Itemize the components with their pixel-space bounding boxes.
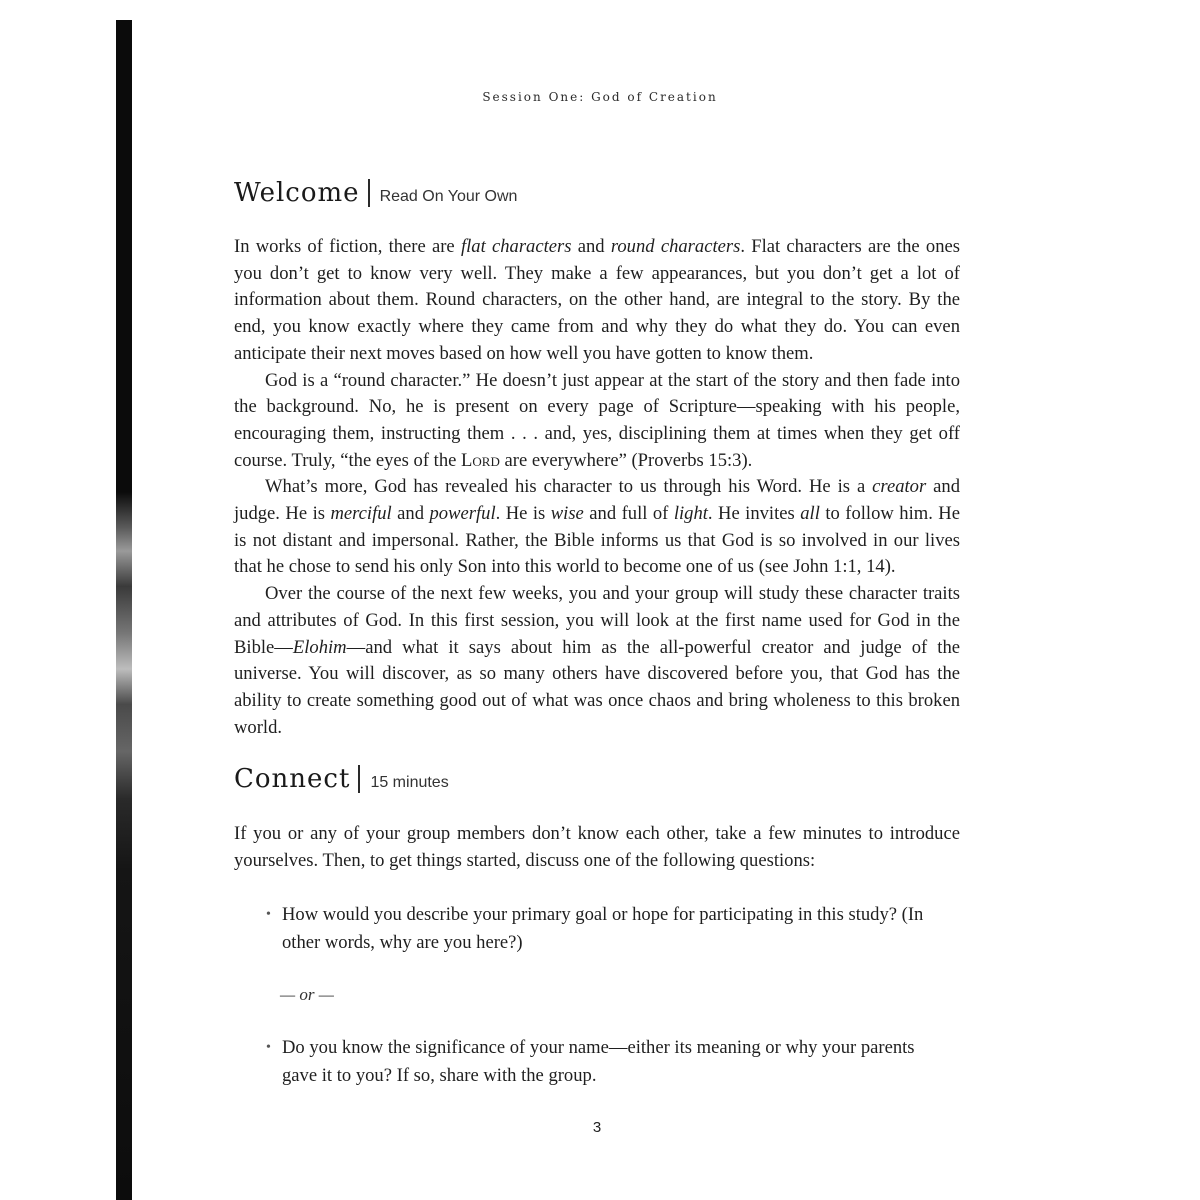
connect-intro-text: If you or any of your group members don’t know each other, take a few minutes to introduce yourselves. Then, to get things started, discuss one of the following questions:: [234, 823, 960, 871]
connect-title: Connect: [234, 764, 351, 794]
question-text: How would you describe your primary goal or hope for participating in this study? (In other words, why are you here?): [282, 904, 924, 953]
connect-intro: [234, 821, 960, 874]
question-text: Do you know the significance of your name—either its meaning or why your parents gave it to you? If so, share with the group.: [282, 1037, 915, 1086]
welcome-paragraph-2: God is a “round character.” He doesn’t just appear at the start of the story and then fade into the background. No, he is present on every page of Scripture—speaking with his people, encouraging them, instructing them . . . and, yes, disciplining them at times when they get off course. Truly, “the eyes of the Lord are everywhere” (Proverbs 15:3).: [234, 369, 960, 471]
book-binding-edge: [116, 20, 132, 1200]
welcome-body: [234, 234, 960, 741]
welcome-heading: [234, 178, 517, 208]
connect-subtitle: 15 minutes: [370, 774, 449, 791]
welcome-paragraph-3: What’s more, God has revealed his character to us through his Word. He is a creator and judge. He is merciful and powerful. He is wise and full of light. He invites all to follow him. He is not distant and impersonal. Rather, the Bible informs us that God is so involved in our lives that he chose to send his only Son into this world to become one of us (see John 1:1, 14).: [234, 476, 960, 578]
heading-divider: [368, 179, 370, 207]
welcome-paragraph-4: Over the course of the next few weeks, you and your group will study these character traits and attributes of God. In this first session, you will look at the first name used for God in the Bible—Elohim—and what it says about him as the all-powerful creator and judge of the universe. You will discover, as so many others have discovered before you, that God has the ability to create something good out of what was once chaos and bring wholeness to this broken world.: [234, 583, 960, 738]
question-item: [266, 901, 960, 957]
page-number: 3: [592, 1119, 602, 1136]
running-head: Session One: God of Creation: [482, 90, 718, 104]
bullet-icon: •: [266, 1040, 271, 1055]
heading-divider: [358, 765, 360, 793]
connect-heading: [234, 764, 449, 794]
bullet-icon: •: [266, 907, 271, 922]
welcome-paragraph-1: In works of fiction, there are flat characters and round characters. Flat characters are the ones you don’t get to know very well. They make a few appearances, but you don’t get a lot of information about them. Round characters, on the other hand, are integral to the story. By the end, you know exactly where they came from and why they do what they do. You can even anticipate their next moves based on how well you have gotten to know them.: [234, 236, 960, 364]
welcome-title: Welcome: [234, 178, 360, 208]
or-separator: — or —: [280, 985, 334, 1004]
welcome-subtitle: Read On Your Own: [379, 188, 518, 205]
question-item: [266, 1034, 960, 1090]
